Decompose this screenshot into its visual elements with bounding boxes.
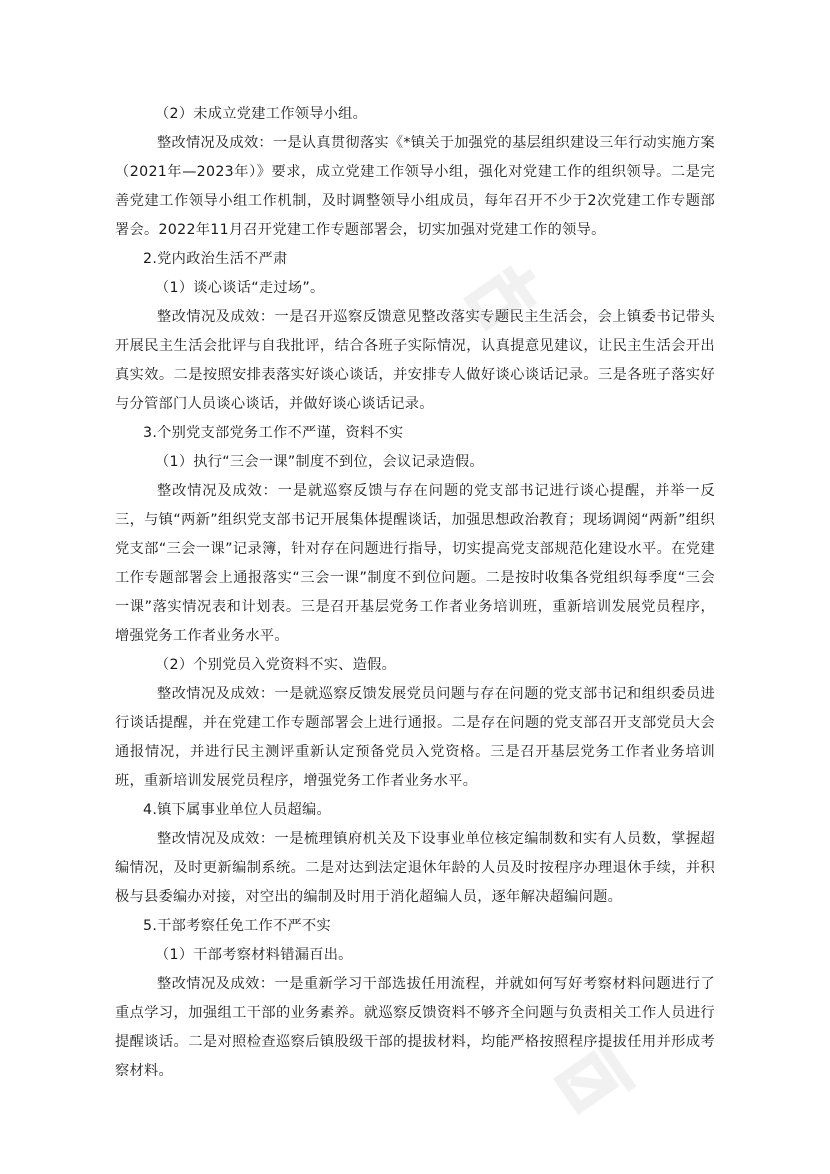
document-body [115,100,715,1086]
paragraph-subheading: （1）干部考察材料错漏百出。 [155,947,353,963]
section-heading: 3.个别党支部党务工作不严谨，资料不实 [143,425,404,441]
paragraph-body: 整改情况及成效：一是就巡察反馈与存在问题的党支部书记进行谈心提醒，并举一反三，与镇“两新”组织党支部书记开展集体提醒谈话，加强思想政治教育；现场调阅“两新”组织党支部“三会一课”记录簿，针对存在问题进行指导，切实提高党支部规范化建设水平。在党建工作专题部署会上通报落实“三会一课”制度不到位问题。二是按时收集各党组织每季度“三会一课”落实情况表和计划表。三是召开基层党务工作者业务培训班，重新培训发展党员程序，增强党务工作者业务水平。 [115,483,715,644]
section-heading: 5.干部考察任免工作不严不实 [143,918,331,934]
section-heading: 4.镇下属事业单位人员超编。 [143,802,331,818]
paragraph-body: 整改情况及成效：一是就巡察反馈发展党员问题与存在问题的党支部书记和组织委员进行谈话提醒，并在党建工作专题部署会上进行通报。二是存在问题的党支部召开支部党员大会通报情况，并进行民主测评重新认定预备党员入党资格。三是召开基层党务工作者业务培训班，重新培训发展党员程序，增强党务工作者业务水平。 [115,686,715,789]
paragraph-subheading: （1）执行“三会一课”制度不到位，会议记录造假。 [155,454,484,470]
paragraph-body: 整改情况及成效：一是召开巡察反馈意见整改落实专题民主生活会，会上镇委书记带头开展民主生活会批评与自我批评，结合各班子实际情况，认真提意见建议，让民主生活会开出真实效。二是按照安排表落实好谈心谈话，并安排专人做好谈心谈话记录。三是各班子落实好与分管部门人员谈心谈话，并做好谈心谈话记录。 [115,309,715,412]
paragraph-body: 整改情况及成效：一是重新学习干部选拔任用流程，并就如何写好考察材料问题进行了重点学习，加强组工干部的业务素养。就巡察反馈资料不够齐全问题与负责相关工作人员进行提醒谈话。二是对照检查巡察后镇股级干部的提拔材料，均能严格按照程序提拔任用并形成考察材料。 [115,976,715,1079]
paragraph-body: 整改情况及成效：一是梳理镇府机关及下设事业单位核定编制数和实有人员数，掌握超编情况，及时更新编制系统。二是对达到法定退休年龄的人员及时按程序办理退休手续，并积极与县委编办对接，对空出的编制及时用于消化超编人员，逐年解决超编问题。 [115,831,715,905]
section-heading: 2.党内政治生活不严肃 [143,251,288,267]
paragraph-subheading: （1）谈心谈话“走过场”。 [155,280,325,296]
paragraph-subheading: （2）个别党员入党资料不实、造假。 [155,657,397,673]
paragraph-subheading: （2）未成立党建工作领导小组。 [155,106,368,122]
paragraph-body: 整改情况及成效：一是认真贯彻落实《*镇关于加强党的基层组织建设三年行动实施方案（2021年—2023年）》要求，成立党建工作领导小组，强化对党建工作的组织领导。二是完善党建工作领导小组工作机制，及时调整领导小组成员，每年召开不少于2次党建工作专题部署会。2022年11月召开党建工作专题部署会，切实加强对党建工作的领导。 [115,135,715,238]
